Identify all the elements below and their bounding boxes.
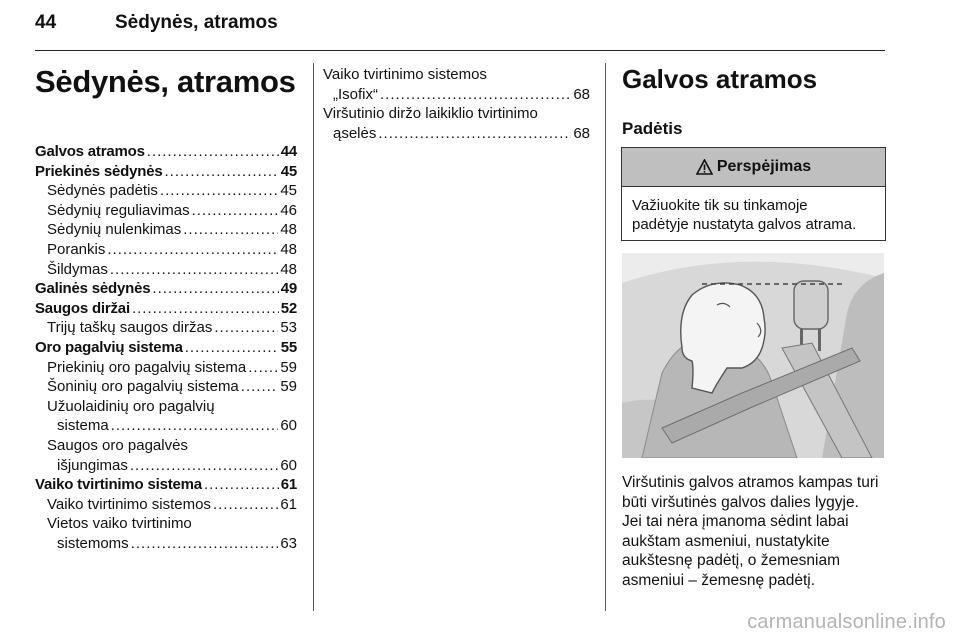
toc-entry: [35, 318, 297, 338]
toc-leader-dots: [185, 338, 279, 358]
toc-entry-title: išjungimas: [57, 456, 128, 474]
toc-entry: [35, 181, 297, 201]
body-line: Viršutinis galvos atramos kampas turi: [622, 474, 879, 491]
toc-leader-dots: [131, 534, 279, 554]
toc-entry: [35, 416, 297, 436]
running-header: [35, 6, 885, 51]
toc-page-number: 60: [280, 417, 297, 435]
toc-entry-title-line: Vaiko tvirtinimo sistemos: [323, 66, 487, 83]
toc-entry-title: Vaiko tvirtinimo sistemos: [47, 495, 211, 513]
toc-entry-title: Galinės sėdynės: [35, 280, 151, 298]
body-line: Jei tai nėra įmanoma sėdint labai: [622, 513, 849, 531]
driver-head-restraint-illustration: [622, 253, 884, 458]
toc-entry: [35, 240, 297, 260]
header-title: Sėdynės, atramos: [115, 12, 278, 33]
toc-page-number: 59: [280, 378, 297, 396]
body-paragraph: [622, 473, 890, 591]
toc-entry-title-line: Vietos vaiko tvirtinimo: [47, 515, 192, 533]
toc-leader-dots: [152, 279, 278, 299]
toc-entry-title: ąselės: [333, 124, 377, 142]
toc-page-number: 63: [280, 534, 297, 552]
table-of-contents-continued: [323, 65, 590, 143]
toc-page-number: 55: [280, 338, 297, 356]
toc-entry: [35, 534, 297, 554]
toc-leader-dots: [204, 475, 279, 495]
toc-entry: [35, 358, 297, 378]
toc-leader-dots: [160, 181, 278, 201]
toc-page-number: 59: [280, 358, 297, 376]
toc-leader-dots: [130, 456, 278, 476]
toc-entry: [35, 201, 297, 221]
warning-header: [622, 148, 885, 187]
body-line: asmeniui – žemesnę padėtį.: [622, 571, 816, 589]
chapter-title: Sėdynės, atramos: [35, 64, 296, 99]
toc-page-number: 61: [280, 476, 297, 494]
toc-leader-dots: [111, 416, 279, 436]
toc-leader-dots: [213, 495, 278, 515]
toc-entry-title: Porankis: [47, 240, 106, 258]
toc-page-number: 53: [280, 319, 297, 337]
subsection-title: Padėtis: [622, 119, 683, 138]
toc-entry: [35, 220, 297, 240]
toc-page-number: 48: [280, 240, 297, 258]
toc-entry: [35, 279, 297, 299]
toc-entry: [35, 142, 297, 162]
toc-leader-dots: [110, 260, 278, 280]
warning-triangle-icon: [696, 159, 713, 175]
toc-page-number: 45: [280, 182, 297, 200]
toc-page-number: 52: [280, 299, 297, 317]
toc-leader-dots: [132, 299, 279, 319]
toc-entry: [35, 299, 297, 319]
toc-leader-dots: [165, 162, 279, 182]
toc-entry: [35, 377, 297, 397]
toc-entry-title: Sėdynių nulenkimas: [47, 221, 182, 239]
toc-page-number: 44: [280, 143, 297, 160]
section-title: Galvos atramos: [622, 64, 818, 94]
toc-entry: [35, 495, 297, 515]
warning-title: Perspėjimas: [716, 158, 812, 175]
warning-box: [621, 147, 886, 241]
toc-leader-dots: [214, 318, 278, 338]
toc-entry-title-line: Užuolaidinių oro pagalvių: [47, 397, 215, 415]
toc-page-number: 45: [280, 162, 297, 180]
toc-entry-title-line: Saugos oro pagalvės: [47, 436, 188, 454]
watermark: carmanualsonline.info: [747, 611, 946, 633]
toc-entry-title: Sėdynės padėtis: [47, 182, 158, 200]
body-line: būti viršutinės galvos dalies lygyje.: [622, 493, 859, 511]
column-divider: [313, 63, 314, 611]
toc-entry-title: Priekinių oro pagalvių sistema: [47, 358, 247, 376]
body-line: aukštam asmeniui, nustatykite: [622, 532, 830, 550]
toc-leader-dots: [248, 358, 278, 378]
page-number: 44: [35, 12, 57, 33]
toc-entry-title: Galvos atramos: [35, 143, 145, 160]
toc-page-number: 46: [280, 201, 297, 219]
toc-leader-dots: [147, 142, 279, 162]
toc-entry-title: „Isofix“: [333, 85, 378, 103]
toc-leader-dots: [107, 240, 278, 260]
toc-page-number: 48: [280, 260, 297, 278]
toc-entry-title: Trijų taškų saugos diržas: [47, 319, 213, 337]
body-line: aukštesnę padėtį, o žemesniam: [622, 552, 840, 570]
toc-entry-title: Priekinės sėdynės: [35, 162, 163, 180]
toc-leader-dots: [183, 220, 278, 240]
toc-leader-dots: [378, 124, 571, 144]
toc-entry: [35, 338, 297, 358]
toc-entry-title: Vaiko tvirtinimo sistema: [35, 476, 202, 494]
toc-entry-title: Saugos diržai: [35, 299, 130, 317]
toc-entry: [35, 475, 297, 495]
toc-entry-title: Sėdynių reguliavimas: [47, 201, 190, 219]
toc-entry: [35, 456, 297, 476]
toc-entry-title: Šildymas: [47, 260, 108, 278]
toc-entry: [323, 85, 590, 105]
toc-entry-title: sistema: [57, 417, 109, 435]
toc-entry-title: sistemoms: [57, 534, 129, 552]
toc-page-number: 68: [573, 85, 590, 103]
toc-entry-title: Oro pagalvių sistema: [35, 338, 183, 356]
toc-entry: [35, 260, 297, 280]
toc-leader-dots: [192, 201, 279, 221]
toc-leader-dots: [241, 377, 279, 397]
toc-entry: [35, 162, 297, 182]
toc-page-number: 61: [280, 495, 297, 513]
table-of-contents: [35, 142, 297, 553]
toc-leader-dots: [380, 85, 571, 105]
warning-text: Važiuokite tik su tinkamoje padėtyje nustatyta galvos atrama.: [632, 197, 857, 233]
toc-page-number: 60: [280, 456, 297, 474]
toc-entry: [323, 124, 590, 144]
toc-page-number: 68: [573, 124, 590, 142]
toc-entry-title-line: Viršutinio diržo laikiklio tvirtinimo: [323, 105, 538, 123]
toc-entry-title: Šoninių oro pagalvių sistema: [47, 378, 239, 396]
toc-page-number: 49: [280, 280, 297, 298]
column-divider: [605, 63, 606, 611]
toc-page-number: 48: [280, 221, 297, 239]
